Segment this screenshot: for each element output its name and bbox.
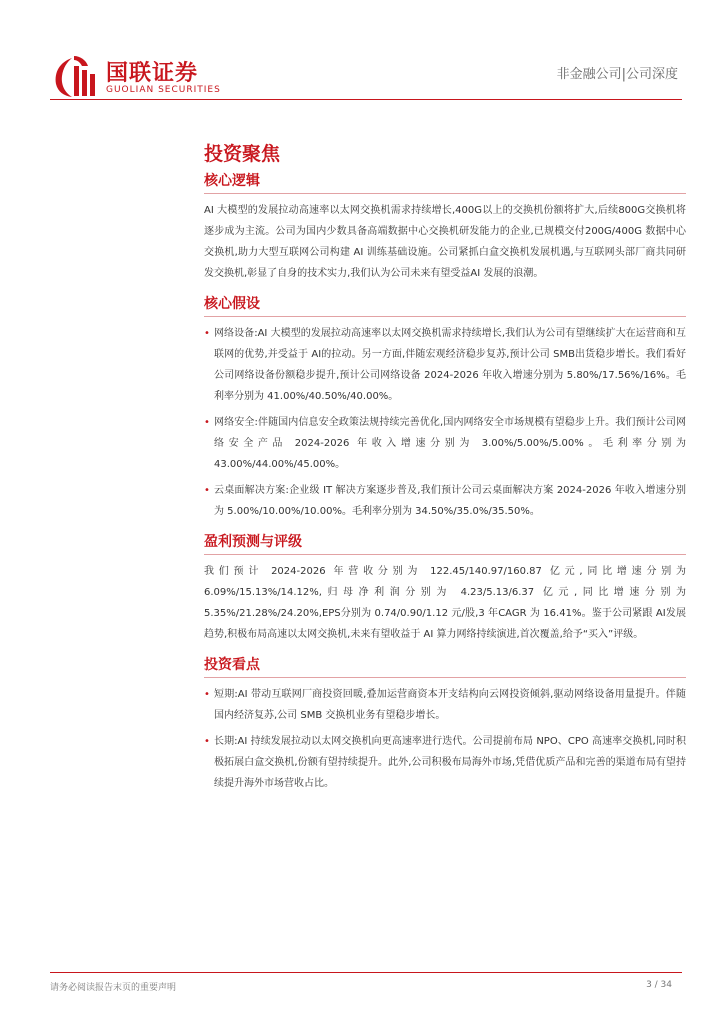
page-header [50,52,680,102]
section-title-forecast-rating: 盈利预测与评级 [204,534,302,550]
header-divider [50,99,682,100]
main-content [204,142,686,799]
core-logic-paragraph: AI 大模型的发展拉动高速率以太网交换机需求持续增长,400G以上的交换机份额将扩大,后续800G交换机将逐步成为主流。公司为国内少数具备高端数据中心交换机研发能力的企业,已规模交付200G/400G 数据中心交换机,助力大型互联网公司构建 AI 训练基础设施。公司紧抓白盒交换机发展机遇,与互联网头部厂商共同研发交换机,彰显了自身的技术实力,我们认为公司未来有望受益AI 发展的浪潮。 [204,205,686,279]
logo-english-name: GUOLIAN SECURITIES [106,85,221,95]
page-number: 3 / 34 [646,980,672,990]
assumption-network-security: • 网络安全:伴随国内信息安全政策法规持续完善优化,国内网络安全市场规模有望稳步上升。我们预计公司网络安全产品 2024-2026 年收入增速分别为 3.00%/5.00%/5.00%。毛利率分别为43.00%/44.00%/45.00%。 [204,412,686,475]
section-title-core-assumptions: 核心假设 [204,296,260,312]
highlight-short-term: • 短期:AI 带动互联网厂商投资回暖,叠加运营商资本开支结构向云网投资倾斜,驱动网络设备用量提升。伴随国内经济复苏,公司 SMB 交换机业务有望稳步增长。 [204,684,686,726]
section-title-investment-highlights: 投资看点 [204,657,260,673]
footer-disclaimer: 请务必阅读报告末页的重要声明 [50,983,177,993]
highlight-long-term: • 长期:AI 持续发展拉动以太网交换机向更高速率进行迭代。公司提前布局 NPO、CPO 高速率交换机,同时积极拓展白盒交换机,份额有望持续提升。此外,公司积极布局海外市场,凭借优质产品和完善的渠道布局有望持续提升海外市场营收占比。 [204,731,686,794]
section-divider [204,316,686,317]
assumption-network-equipment: • 网络设备:AI 大模型的发展拉动高速率以太网交换机需求持续增长,我们认为公司有望继续扩大在运营商和互联网的优势,并受益于 AI的拉动。另一方面,伴随宏观经济稳步复苏,预计公司 SMB出货稳步增长。我们看好公司网络设备份额稳步提升,预计公司网络设备 2024-2026 年收入增速分别为 5.80%/17.56%/16%。毛利率分别为 41.00%/40.50%/40.00%。 [204,323,686,407]
company-logo [50,52,240,102]
forecast-paragraph: 我们预计 2024-2026 年营收分别为 122.45/140.97/160.87 亿元,同比增速分别为6.09%/15.13%/14.12%,归母净利润分别为 4.23/5.13/6.37 亿元,同比增速分别为5.35%/21.28%/24.20%,EPS分别为 0.74/0.90/1.12 元/股,3 年CAGR 为 16.41%。鉴于公司紧跟 AI发展趋势,积极布局高速以太网交换机,未来有望收益于 AI 算力网络持续演进,首次覆盖,给予“买入”评级。 [204,566,686,640]
guolian-logo-icon [50,52,102,98]
section-title-core-logic: 核心逻辑 [204,173,260,189]
logo-chinese-name: 国联证券 [106,61,199,86]
section-divider [204,554,686,555]
section-divider [204,193,686,194]
report-category: 非金融公司|公司深度 [556,67,678,82]
footer-divider [50,972,682,973]
section-divider [204,677,686,678]
assumption-cloud-desktop: • 云桌面解决方案:企业级 IT 解决方案逐步普及,我们预计公司云桌面解决方案 2024-2026 年收入增速分别为 5.00%/10.00%/10.00%。毛利率分别为 34.50%/35.0%/35.50%。 [204,480,686,522]
page-title: 投资聚焦 [204,143,281,165]
